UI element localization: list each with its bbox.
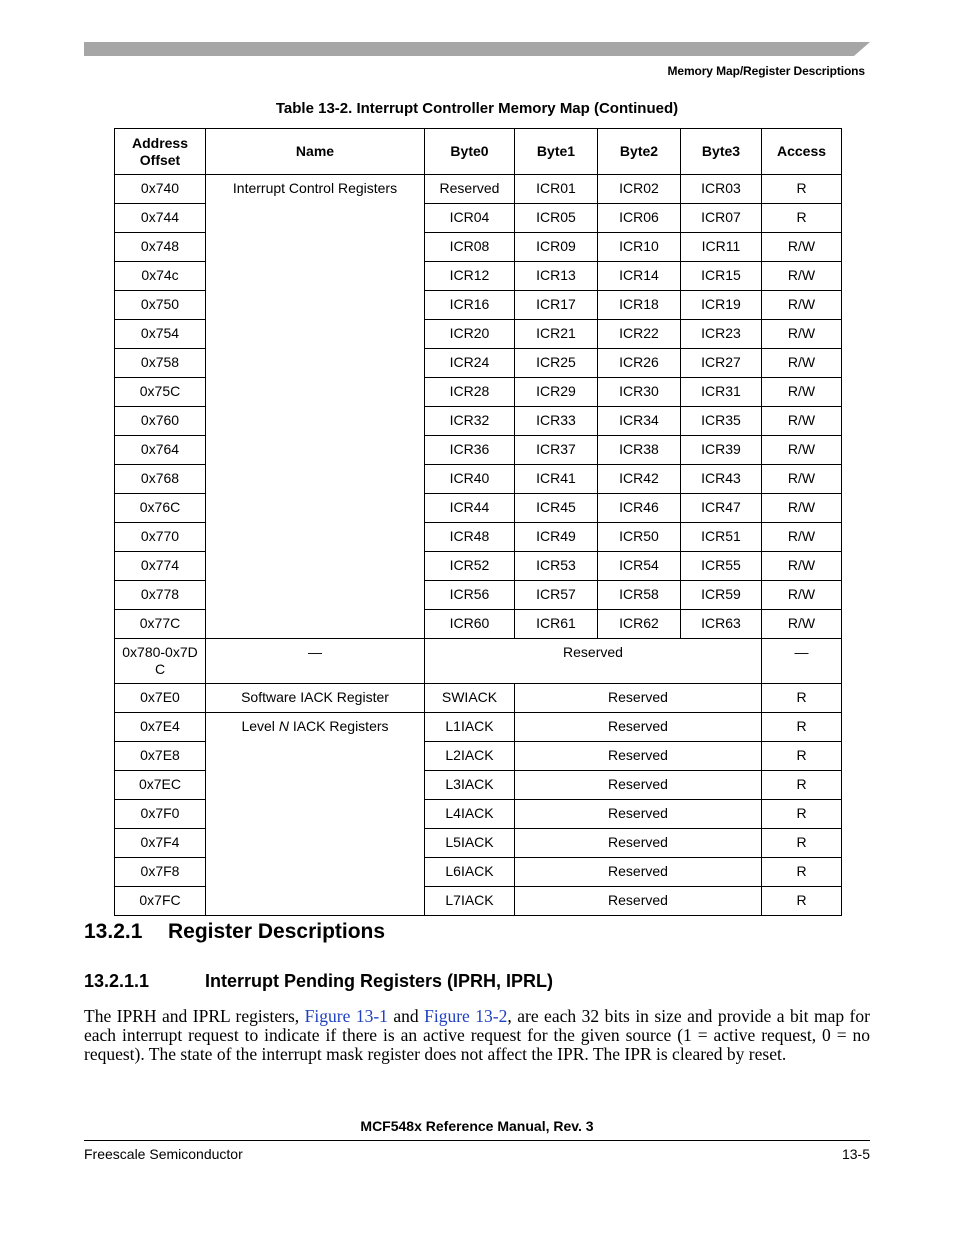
byte-cell: ICR39	[681, 436, 762, 465]
byte-cell: ICR61	[515, 610, 598, 639]
section-heading	[84, 920, 385, 944]
address-offset-cell: 0x7FC	[115, 887, 206, 916]
column-header: Byte1	[515, 129, 598, 175]
address-offset-cell: 0x7F4	[115, 829, 206, 858]
byte-cell: ICR55	[681, 552, 762, 581]
access-cell: R	[762, 829, 842, 858]
byte-cell: ICR17	[515, 291, 598, 320]
figure-13-2-link[interactable]: Figure 13-2	[424, 1006, 508, 1026]
address-offset-cell: 0x774	[115, 552, 206, 581]
byte-cell: ICR38	[598, 436, 681, 465]
address-offset-cell: 0x778	[115, 581, 206, 610]
memory-map-table	[114, 128, 842, 916]
access-cell: R/W	[762, 320, 842, 349]
name-cell: —	[206, 639, 425, 684]
name-text: IACK Registers	[288, 718, 389, 734]
byte-cell: ICR42	[598, 465, 681, 494]
byte-cell: ICR12	[425, 262, 515, 291]
address-offset-cell: 0x74c	[115, 262, 206, 291]
byte-cell: ICR48	[425, 523, 515, 552]
byte-cell: ICR13	[515, 262, 598, 291]
access-cell: R	[762, 887, 842, 916]
table-row	[115, 713, 842, 742]
byte-cell: ICR01	[515, 175, 598, 204]
byte-cell: Reserved	[515, 800, 762, 829]
address-offset-cell: 0x770	[115, 523, 206, 552]
access-cell: R	[762, 742, 842, 771]
byte-cell: ICR58	[598, 581, 681, 610]
address-offset-cell: 0x7E8	[115, 742, 206, 771]
address-offset-cell: 0x768	[115, 465, 206, 494]
byte-cell: Reserved	[515, 771, 762, 800]
access-cell: R	[762, 175, 842, 204]
byte-cell: ICR31	[681, 378, 762, 407]
byte-cell: Reserved	[425, 175, 515, 204]
byte-cell: ICR29	[515, 378, 598, 407]
address-offset-cell: 0x780-0x7D C	[115, 639, 206, 684]
byte-cell: ICR02	[598, 175, 681, 204]
column-header: Name	[206, 129, 425, 175]
address-offset-cell: 0x758	[115, 349, 206, 378]
access-cell: R	[762, 713, 842, 742]
byte-cell: ICR11	[681, 233, 762, 262]
byte-cell: SWIACK	[425, 684, 515, 713]
address-offset-cell: 0x748	[115, 233, 206, 262]
byte-cell: Reserved	[515, 713, 762, 742]
subsection-title: Interrupt Pending Registers (IPRH, IPRL)	[205, 971, 554, 991]
access-cell: R/W	[762, 436, 842, 465]
header-section-title: Memory Map/Register Descriptions	[667, 64, 865, 78]
section-number: 13.2.1	[84, 920, 143, 943]
byte-cell: ICR36	[425, 436, 515, 465]
name-cell	[206, 713, 425, 916]
byte-cell: ICR40	[425, 465, 515, 494]
access-cell: R	[762, 800, 842, 829]
footer-rule	[84, 1140, 870, 1141]
byte-cell: ICR23	[681, 320, 762, 349]
address-offset-cell: 0x7E4	[115, 713, 206, 742]
table-row	[115, 639, 842, 684]
address-offset-cell: 0x764	[115, 436, 206, 465]
paragraph-text: The IPRH and IPRL registers,	[84, 1006, 305, 1026]
address-offset-cell: 0x7E0	[115, 684, 206, 713]
header-bar	[84, 42, 870, 56]
address-offset-cell: 0x740	[115, 175, 206, 204]
byte-cell: ICR10	[598, 233, 681, 262]
subsection-number: 13.2.1.1	[84, 971, 150, 991]
address-offset-cell: 0x75C	[115, 378, 206, 407]
column-header: Byte2	[598, 129, 681, 175]
byte-cell: Reserved	[515, 684, 762, 713]
byte-cell: ICR04	[425, 204, 515, 233]
table-row	[115, 175, 842, 204]
access-cell: R/W	[762, 291, 842, 320]
table-row	[115, 684, 842, 713]
byte-cell: ICR51	[681, 523, 762, 552]
access-cell: R/W	[762, 610, 842, 639]
byte-cell: ICR37	[515, 436, 598, 465]
byte-cell: ICR06	[598, 204, 681, 233]
byte-cell: Reserved	[515, 829, 762, 858]
address-offset-cell: 0x7EC	[115, 771, 206, 800]
byte-cell: ICR08	[425, 233, 515, 262]
byte-cell: ICR19	[681, 291, 762, 320]
section-title: Register Descriptions	[168, 920, 386, 943]
byte-cell: ICR20	[425, 320, 515, 349]
byte-cell: ICR33	[515, 407, 598, 436]
access-cell: R/W	[762, 581, 842, 610]
byte-cell: ICR18	[598, 291, 681, 320]
paragraph-text: and	[387, 1006, 425, 1026]
access-cell: R/W	[762, 407, 842, 436]
byte-cell: ICR52	[425, 552, 515, 581]
byte-cell: ICR35	[681, 407, 762, 436]
column-header: Byte3	[681, 129, 762, 175]
byte-cell: ICR26	[598, 349, 681, 378]
byte-cell: ICR05	[515, 204, 598, 233]
byte-cell: ICR53	[515, 552, 598, 581]
address-offset-cell: 0x77C	[115, 610, 206, 639]
byte-cell: ICR41	[515, 465, 598, 494]
name-text: Level	[241, 718, 279, 734]
byte-cell: ICR24	[425, 349, 515, 378]
byte-cell: Reserved	[515, 887, 762, 916]
byte-cell: ICR47	[681, 494, 762, 523]
byte-cell: L2IACK	[425, 742, 515, 771]
byte-cell: Reserved	[425, 639, 762, 684]
footer-page-number: 13-5	[841, 1146, 870, 1162]
name-cell: Software IACK Register	[206, 684, 425, 713]
byte-cell: ICR27	[681, 349, 762, 378]
access-cell: R/W	[762, 349, 842, 378]
access-cell: R	[762, 204, 842, 233]
table-caption: Table 13-2. Interrupt Controller Memory Map (Continued)	[275, 100, 679, 117]
byte-cell: ICR03	[681, 175, 762, 204]
access-cell: R/W	[762, 494, 842, 523]
byte-cell: ICR07	[681, 204, 762, 233]
byte-cell: ICR32	[425, 407, 515, 436]
byte-cell: Reserved	[515, 742, 762, 771]
byte-cell: ICR21	[515, 320, 598, 349]
byte-cell: ICR56	[425, 581, 515, 610]
access-cell: R	[762, 771, 842, 800]
byte-cell: L4IACK	[425, 800, 515, 829]
name-variable: N	[278, 718, 289, 734]
byte-cell: ICR25	[515, 349, 598, 378]
byte-cell: ICR09	[515, 233, 598, 262]
address-offset-cell: 0x754	[115, 320, 206, 349]
column-header: Address Offset	[115, 129, 206, 175]
paragraph-text: , are each 32 bits in size and provide a bit map for each interrupt request to indicate if there is an active request for the given source (1 = active request, 0 = no request). The state of the interrupt mask register does not affect the IPR. The IPR is cleared by reset.	[84, 1006, 870, 1064]
table-body	[115, 175, 842, 916]
byte-cell: ICR34	[598, 407, 681, 436]
column-header: Byte0	[425, 129, 515, 175]
byte-cell: ICR43	[681, 465, 762, 494]
column-header: Access	[762, 129, 842, 175]
access-cell: R/W	[762, 552, 842, 581]
address-offset-cell: 0x7F8	[115, 858, 206, 887]
access-cell: R	[762, 684, 842, 713]
byte-cell: ICR62	[598, 610, 681, 639]
address-offset-cell: 0x76C	[115, 494, 206, 523]
byte-cell: ICR57	[515, 581, 598, 610]
byte-cell: ICR14	[598, 262, 681, 291]
byte-cell: ICR46	[598, 494, 681, 523]
access-cell: R/W	[762, 465, 842, 494]
byte-cell: ICR63	[681, 610, 762, 639]
body-paragraph	[84, 1007, 870, 1064]
byte-cell: L6IACK	[425, 858, 515, 887]
byte-cell: ICR59	[681, 581, 762, 610]
byte-cell: ICR22	[598, 320, 681, 349]
name-cell: Interrupt Control Registers	[206, 175, 425, 639]
byte-cell: L1IACK	[425, 713, 515, 742]
byte-cell: ICR49	[515, 523, 598, 552]
address-offset-cell: 0x744	[115, 204, 206, 233]
byte-cell: L3IACK	[425, 771, 515, 800]
access-cell: R	[762, 858, 842, 887]
byte-cell: ICR16	[425, 291, 515, 320]
byte-cell: Reserved	[515, 858, 762, 887]
address-offset-cell: 0x750	[115, 291, 206, 320]
access-cell: R/W	[762, 233, 842, 262]
byte-cell: ICR50	[598, 523, 681, 552]
byte-cell: L5IACK	[425, 829, 515, 858]
access-cell: R/W	[762, 262, 842, 291]
byte-cell: ICR45	[515, 494, 598, 523]
byte-cell: ICR54	[598, 552, 681, 581]
byte-cell: ICR15	[681, 262, 762, 291]
access-cell: R/W	[762, 378, 842, 407]
byte-cell: ICR30	[598, 378, 681, 407]
figure-13-1-link[interactable]: Figure 13-1	[304, 1006, 388, 1026]
address-offset-cell: 0x7F0	[115, 800, 206, 829]
access-cell: R/W	[762, 523, 842, 552]
subsection-heading	[84, 971, 553, 992]
table-header-row	[115, 129, 842, 175]
byte-cell: ICR44	[425, 494, 515, 523]
footer-company: Freescale Semiconductor	[84, 1146, 243, 1162]
address-offset-cell: 0x760	[115, 407, 206, 436]
byte-cell: ICR60	[425, 610, 515, 639]
byte-cell: L7IACK	[425, 887, 515, 916]
footer-manual-title: MCF548x Reference Manual, Rev. 3	[360, 1118, 594, 1134]
byte-cell: ICR28	[425, 378, 515, 407]
access-cell: —	[762, 639, 842, 684]
